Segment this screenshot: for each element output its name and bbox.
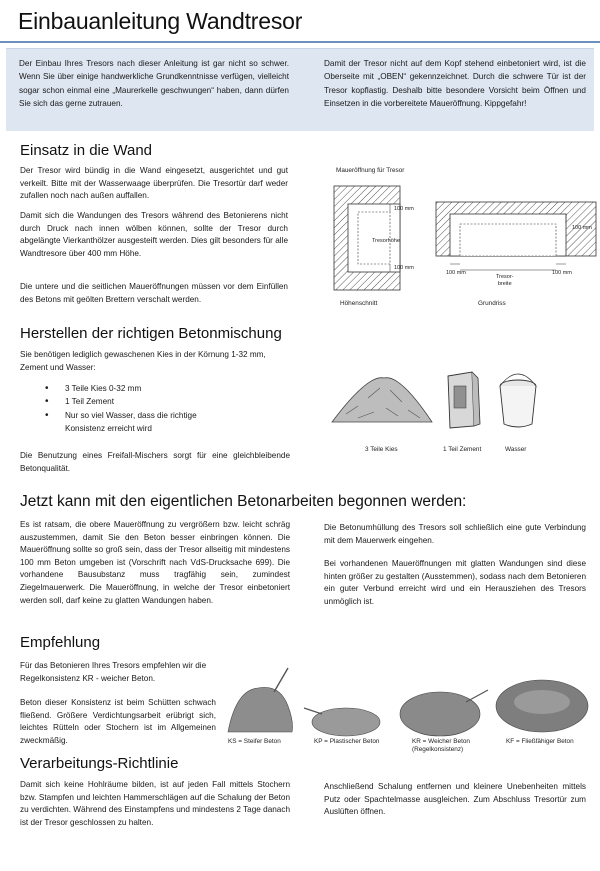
einsatz-p3: Die untere und die seitlichen Maueröffnungen müssen vor dem Einfüllen des Betons mit geölten Brettern verschalt werden. xyxy=(20,282,288,304)
dim-label-right-gr: 100 mm xyxy=(552,270,572,276)
caption-kr: KR = Weicher Beton (Regelkonsistenz) xyxy=(412,738,470,753)
heading-richtlinie: Verarbeitungs-Richtlinie xyxy=(20,755,179,772)
list-item: • Nur so viel Wasser, dass die richtige Konsistenz erreicht wird xyxy=(45,409,215,436)
dim-label-tresorhoehe: Tresorhöhe xyxy=(372,238,400,244)
dim-label-top: 100 mm xyxy=(394,206,414,212)
caption-kf: KF = Fließfähiger Beton xyxy=(506,738,574,745)
title-rule xyxy=(0,41,600,43)
list-item: • 3 Teile Kies 0-32 mm xyxy=(45,382,275,395)
dim-label-tresorbreite: Tresor- breite xyxy=(496,274,514,287)
zement-bag-icon xyxy=(448,372,480,428)
empfehlung-p1: Für das Betonieren Ihres Tresors empfehlen wir die Regelkonsistenz KR - weicher Beton. xyxy=(20,661,207,683)
beton-ks-icon xyxy=(228,668,293,732)
installation-diagram xyxy=(320,178,600,296)
page-title: Einbauanleitung Wandtresor xyxy=(18,8,303,34)
richtlinie-right: Anschließend Schalung entfernen und kleinere Unebenheiten mittels Putz oder Spachtelmasse ausgleichen. Zum Abschluss Tresortür zum Auslüften öffnen. xyxy=(324,782,586,817)
beton-kp-icon xyxy=(304,708,380,736)
beton-ingredient-list xyxy=(45,382,275,436)
beton-kf-icon xyxy=(496,680,588,732)
intro-right-text: Damit der Tresor nicht auf dem Kopf stehend einbetoniert wird, ist die Oberseite mit „OBEN“ gekennzeichnet. Durch die schwere Tür ist der Tresor kopflastig. Deshalb bitte besondere Vorsicht beim Öffnen und Einsetzen in die vorbereitete Maueröffnung. Kippgefahr! xyxy=(324,59,586,108)
intro-box xyxy=(6,48,594,131)
consistency-illustration xyxy=(222,662,597,742)
einsatz-p2: Damit sich die Wandungen des Tresors während des Betonierens nicht durch Druck nach innen wölben können, sollte der Tresor durch abgelängte Vierkanthölzer ausgesteift werden. Dies gilt besonders für alle Wandtresore über 400 mm Höhe. xyxy=(20,211,288,258)
beton-kr-icon xyxy=(400,690,488,736)
intro-left-text: Der Einbau Ihres Tresors nach dieser Anleitung ist gar nicht so schwer. Wenn Sie über einige handwerkliche Grundkenntnisse verfügen, vielleicht sogar schon einmal eine „Maurerkelle geschwungen“ haben, dann dürfen Sie sich das gerne zutrauen. xyxy=(19,59,289,108)
dim-label-left-gr: 100 mm xyxy=(446,270,466,276)
beton-outro: Die Benutzung eines Freifall-Mischers sorgt für eine gleichbleibende Betonqualität. xyxy=(20,451,290,473)
empfehlung-p2: Beton dieser Konsistenz ist beim Schütten schwach fließend. Größere Verdichtungsarbeit erübrigt sich, leichtes Rütteln oder Stochern ist im Allgemeinen zweckmäßig. xyxy=(20,698,216,745)
wasser-bucket-icon xyxy=(500,374,536,427)
kies-pile-icon xyxy=(332,378,432,422)
caption-hoehenschnitt: Höhenschnitt xyxy=(340,300,378,307)
dim-label-bottom: 100 mm xyxy=(394,265,414,271)
diagram-top-label: Maueröffnung für Tresor xyxy=(336,167,405,174)
beton-intro: Sie benötigen lediglich gewaschenen Kies in der Körnung 1-32 mm, Zement und Wasser: xyxy=(20,350,266,372)
dim-label-side: 100 mm xyxy=(572,225,592,231)
list-item: • 1 Teil Zement xyxy=(45,395,275,408)
caption-wasser: Wasser xyxy=(505,446,527,453)
arbeiten-left: Es ist ratsam, die obere Maueröffnung zu vergrößern bzw. leicht schräg auszustemmen, damit Sie den Beton besser einbringen können. Die Maueröffnung sollte so groß sein, dass der Tresor allseitig mit mindestens 100 mm Beton umgeben ist (Vorschrift nach VdS-Drucksache 699). Die vorhandene Bausubstanz muss tragfähig sein, zumindest Ziegelmauerwerk. Die Maueröffnung, in welche der Tresor einbetoniert werden soll, darf keine zu glatten Wandungen haben. xyxy=(20,520,290,605)
heading-betonarbeiten: Jetzt kann mit den eigentlichen Betonarbeiten begonnen werden: xyxy=(20,493,467,510)
grundriss-drawing xyxy=(436,202,596,270)
heading-einsatz: Einsatz in die Wand xyxy=(20,142,153,159)
caption-ks: KS = Steifer Beton xyxy=(228,738,281,745)
caption-kies: 3 Teile Kies xyxy=(365,446,398,453)
heading-empfehlung: Empfehlung xyxy=(20,634,101,651)
heading-betonmischung: Herstellen der richtigen Betonmischung xyxy=(20,325,282,342)
ingredients-illustration xyxy=(328,368,598,440)
arbeiten-right-1: Die Betonumhüllung des Tresors soll schließlich eine gute Verbindung mit dem Mauerwerk eingehen. xyxy=(324,523,586,545)
caption-zement: 1 Teil Zement xyxy=(443,446,482,453)
arbeiten-right-2: Bei vorhandenen Maueröffnungen mit glatten Wandungen sind diese hinten größer zu gestalten (Ausstemmen), sodass nach dem Betonieren ein guter Verbund erreicht wird und ein Herausziehen des Tresors unmöglich ist. xyxy=(324,559,586,606)
einsatz-p1: Der Tresor wird bündig in die Wand eingesetzt, ausgerichtet und gut verkeilt. Bitte mit der Wasserwaage überprüfen. Die Tresortür darf weder zufallen noch nach außen auffallen. xyxy=(20,166,288,201)
caption-kp: KP = Plastischer Beton xyxy=(314,738,380,745)
caption-grundriss: Grundriss xyxy=(478,300,506,307)
richtlinie-left: Damit sich keine Hohlräume bilden, ist auf jeden Fall mittels Stochern bzw. Stampfen und leichten Hammerschlägen auf die Schalung der Beton zu verdichten. Während des Einstampfens und mindestens 2 Tage danach ist der Tresor geschlossen zu halten. xyxy=(20,780,290,827)
